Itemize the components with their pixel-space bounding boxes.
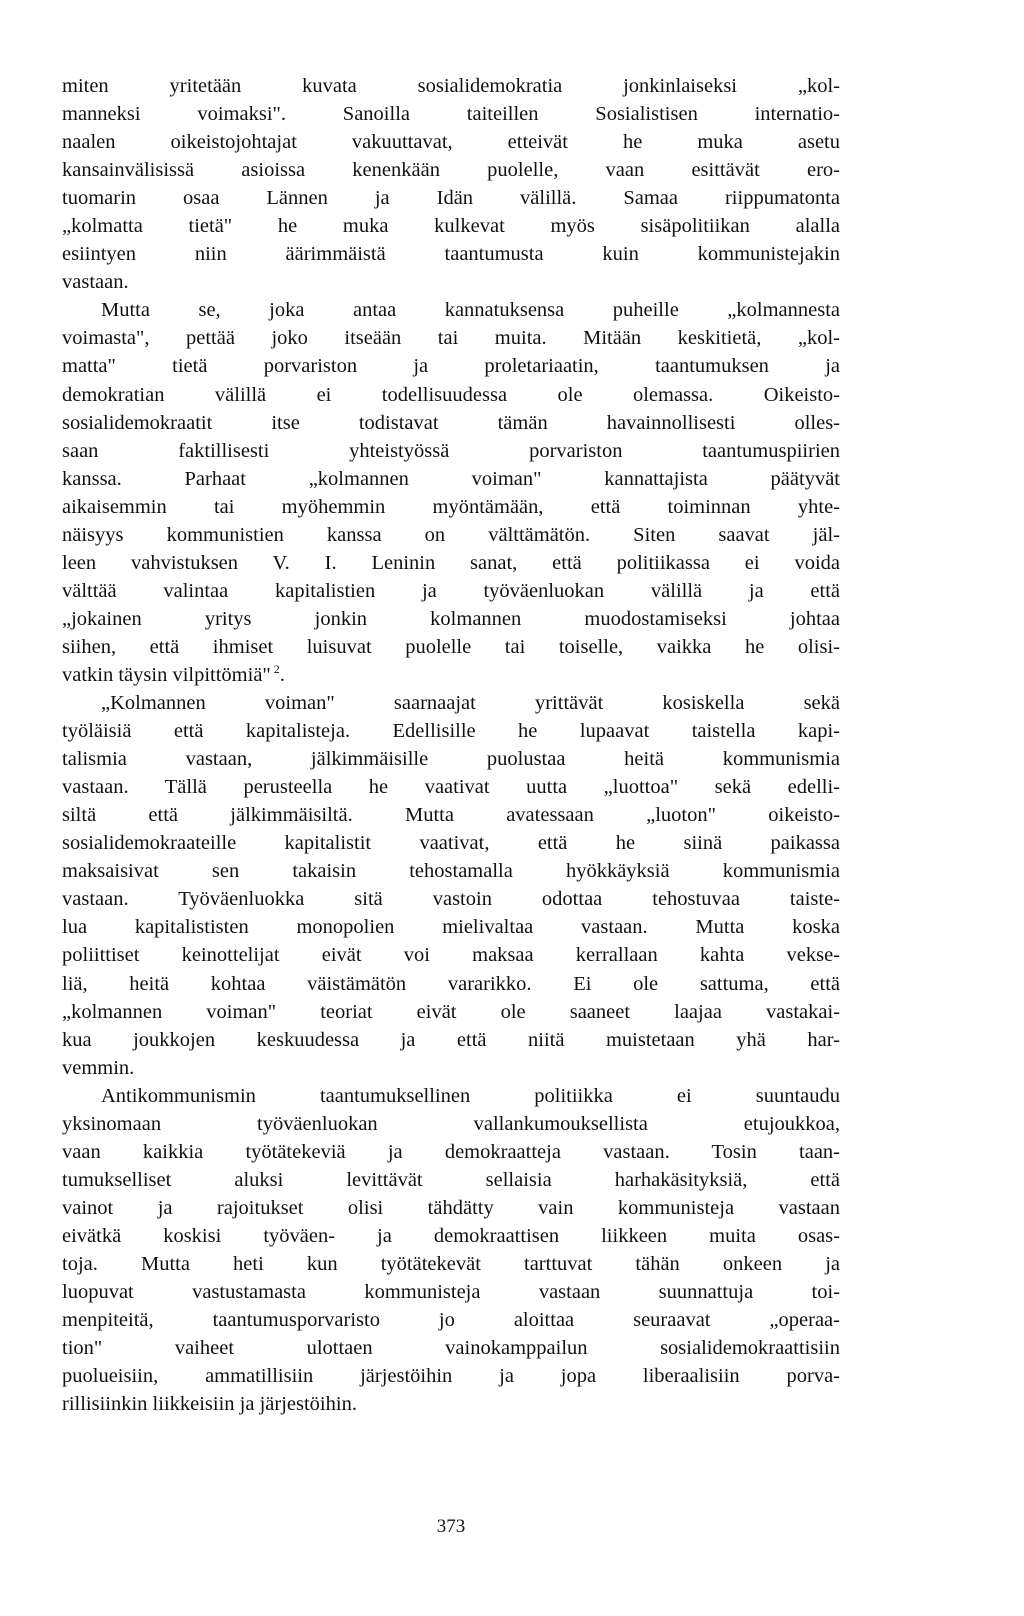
- text-line: vemmin.: [62, 1056, 135, 1079]
- text-line: „kolmatta tietä" he muka kulkevat myös sisäpolitiikan alalla: [62, 215, 840, 238]
- text-line: matta" tietä porvariston ja proletariaatin, taantumuksen ja: [62, 355, 840, 378]
- paragraph: [62, 296, 840, 689]
- text-line: esiintyen niin äärimmäistä taantumusta kuin kommunistejakin: [62, 243, 840, 266]
- text-line: kanssa. Parhaat „kolmannen voiman" kannattajista päätyvät: [62, 467, 840, 490]
- text-line: kansainvälisissä asioissa kenenkään puolelle, vaan esittävät ero-: [62, 159, 840, 182]
- text-line: Antikommunismin taantumuksellinen politiikka ei suuntaudu: [101, 1084, 840, 1107]
- text-line: poliittiset keinottelijat eivät voi maksaa kerrallaan kahta vekse-: [62, 944, 840, 967]
- text-line: aikaisemmin tai myöhemmin myöntämään, että toiminnan yhte-: [62, 495, 840, 518]
- text-line: „kolmannen voiman" teoriat eivät ole saaneet laajaa vastakai-: [62, 1000, 840, 1023]
- text-line: vaan kaikkia työtätekeviä ja demokraatteja vastaan. Tosin taan-: [62, 1140, 840, 1163]
- text-line: „jokainen yritys jonkin kolmannen muodostamiseksi johtaa: [62, 607, 840, 630]
- text-line: sosialidemokraatit itse todistavat tämän havainnollisesti olles-: [62, 411, 840, 434]
- text-line: toja. Mutta heti kun työtätekevät tarttuvat tähän onkeen ja: [62, 1252, 840, 1275]
- text-line: Mutta se, joka antaa kannatuksensa puheille „kolmannesta: [101, 299, 840, 322]
- text-line: yksinomaan työväenluokan vallankumouksellista etujoukkoa,: [62, 1112, 840, 1135]
- text-line: puolueisiin, ammatillisiin järjestöihin ja jopa liberaalisiin porva-: [62, 1365, 840, 1388]
- text-line: siltä että jälkimmäisiltä. Mutta avatessaan „luoton" oikeisto-: [62, 804, 840, 827]
- paragraph: [62, 1082, 840, 1419]
- text-line: siihen, että ihmiset luisuvat puolelle tai toiselle, vaikka he olisi-: [62, 635, 840, 658]
- text-line: sosialidemokraateille kapitalistit vaativat, että he siinä paikassa: [62, 832, 840, 855]
- text-line: manneksi voimaksi". Sanoilla taiteillen Sosialistisen internatio-: [62, 103, 840, 126]
- paragraph: [62, 72, 840, 296]
- paragraph: [62, 689, 840, 1082]
- text-line: rillisiinkin liikkeisiin ja järjestöihin.: [62, 1393, 357, 1416]
- body-text: [62, 72, 840, 1418]
- text-line: talismia vastaan, jälkimmäisille puolustaa heitä kommunismia: [62, 748, 840, 771]
- text-line: miten yritetään kuvata sosialidemokratia jonkinlaiseksi „kol-: [62, 75, 840, 97]
- text-line: tuomarin osaa Lännen ja Idän välillä. Samaa riippumatonta: [62, 187, 840, 210]
- text-line: välttää valintaa kapitalistien ja työväenluokan välillä ja että: [62, 579, 840, 602]
- text-line: leen vahvistuksen V. I. Leninin sanat, että politiikassa ei voida: [62, 551, 840, 574]
- text-line: „Kolmannen voiman" saarnaajat yrittävät kosiskella sekä: [101, 692, 840, 715]
- text-line: tion" vaiheet ulottaen vainokamppailun sosialidemokraattisiin: [62, 1337, 840, 1360]
- text-line: kua joukkojen keskuudessa ja että niitä muistetaan yhä har-: [62, 1028, 840, 1051]
- text-line: vastaan. Tällä perusteella he vaativat uutta „luottoa" sekä edelli-: [62, 776, 840, 799]
- text-line: luopuvat vastustamasta kommunisteja vastaan suunnattuja toi-: [62, 1281, 840, 1304]
- text-line: näisyys kommunistien kanssa on välttämätön. Siten saavat jäl-: [62, 523, 840, 546]
- footnote-reference: 2: [270, 662, 280, 677]
- page-number: 373: [436, 1516, 466, 1537]
- text-line: vainot ja rajoitukset olisi tähdätty vain kommunisteja vastaan: [62, 1196, 840, 1219]
- text-line: eivätkä koskisi työväen- ja demokraattisen liikkeen muita osas-: [62, 1224, 840, 1247]
- text-line: vastaan.: [62, 271, 129, 294]
- text-line: lua kapitalististen monopolien mielivaltaa vastaan. Mutta koska: [62, 916, 840, 939]
- text-line: maksaisivat sen takaisin tehostamalla hyökkäyksiä kommunismia: [62, 860, 840, 883]
- text-line: demokratian välillä ei todellisuudessa ole olemassa. Oikeisto-: [62, 383, 840, 406]
- text-line: saan faktillisesti yhteistyössä porvariston taantumuspiirien: [62, 439, 840, 462]
- text-line: menpiteitä, taantumusporvaristo jo aloittaa seuraavat „operaa-: [62, 1309, 840, 1332]
- footnote-tail: .: [279, 663, 285, 686]
- text-line: naalen oikeistojohtajat vakuuttavat, etteivät he muka asetu: [62, 131, 840, 154]
- text-line: vatkin täysin vilpittömiä" $^2$.: [62, 662, 285, 686]
- text-line: vastaan. Työväenluokka sitä vastoin odottaa tehostuvaa taiste-: [62, 888, 840, 911]
- text-line: työläisiä että kapitalisteja. Edellisille he lupaavat taistella kapi-: [62, 720, 840, 743]
- document-page: [62, 72, 840, 1418]
- text-line: liä, heitä kohtaa väistämätön vararikko. Ei ole sattuma, että: [62, 972, 840, 995]
- text-line: voimasta", pettää joko itseään tai muita. Mitään keskitietä, „kol-: [62, 327, 840, 350]
- text-line: tumukselliset aluksi levittävät sellaisia harhakäsityksiä, että: [62, 1168, 840, 1191]
